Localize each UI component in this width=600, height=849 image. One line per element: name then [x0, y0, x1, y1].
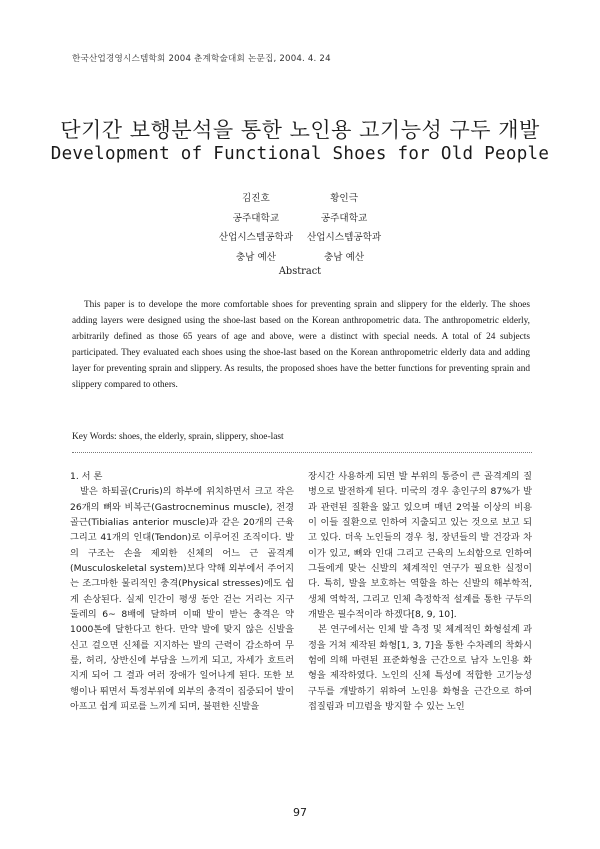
right-column — [308, 469, 532, 715]
author-name: 김진호 — [242, 193, 270, 204]
section-title: 1. 서 론 — [70, 471, 103, 482]
section-divider — [72, 452, 532, 453]
page-number: 97 — [293, 806, 307, 819]
author-affiliation: 공주대학교 — [320, 212, 368, 224]
body-paragraph: 발은 하퇴골(Cruris)의 하부에 위치하면서 크고 작은 26개의 뼈와 비복근(Gastrocneminus muscle), 전경골근(Tibialias anterior muscle)과 같은 20개의 근육 그리고 41개의 인대(Tendon)로 이루어진 조직이다. 발의 구조는 손을 제외한 신체의 어느 근 골격계(Musculoskeletal system)보다 약해 외부에서 주어지는 조그마한 물리적인 충격(Physical stresses)에도 쉽게 손상된다. 실제 인간이 평생 동안 걷는 거리는 지구 둘레의 6~ 8배에 달하며 이때 발이 받는 충격은 약 1000톤에 달한다고 한다. 만약 발에 맞지 않은 신발을 신고 걸으면 신체를 지지하는 발의 근력이 감소하여 무릎, 허리, 상반신에 부담을 느끼게 되고, 자세가 흐트러지게 되어 그 결과 여러 장애가 일어나게 된다. 또한 보행이나 뛰면서 특정부위에 외부의 충격이 집중되어 발이 아프고 쉽게 피로를 느끼게 되며, 불편한 신발을 — [70, 486, 294, 713]
body-paragraph: 본 연구에서는 인체 발 측정 및 체계적인 화형설계 과정을 거쳐 제작된 화형[1, 3, 7]을 통한 수차례의 착화시험에 의해 마련된 표준화형을 근간으로 남자 노인용 화형을 제작하였다. 노인의 신체 특성에 적합한 고기능성 구두를 개발하기 위하여 노인용 화형을 근간으로 하여 접질림과 미끄럼을 방지할 수 있는 노인 — [308, 624, 532, 713]
author-2 — [307, 189, 381, 267]
author-name: 황인극 — [330, 193, 358, 204]
author-department: 산업시스템공학과 — [307, 232, 382, 243]
body-paragraph: 장시간 사용하게 되면 발 부위의 통증이 큰 골격계의 질병으로 발전하게 된다. 미국의 경우 총인구의 87%가 발과 관련된 질환을 앓고 있으며 매년 2억불 이상의 비용이 이들 질환으로 인하여 지출되고 있는 것으로 보고 되고 있다. 더욱 노인들의 경우 청, 장년들의 발 건강과 차이가 있고, 뼈와 인대 그리고 근육의 노쇠함으로 인하여 그들에게 맞는 신발의 체계적인 연구가 필요한 실정이다. 특히, 발을 보호하는 역할을 하는 신발의 해부학적, 생체 역학적, 그리고 인체 측정학적 설계를 통한 구두의 개발은 필수적이라 하겠다[8, 9, 10]. — [308, 471, 532, 621]
abstract-text: This paper is to develope the more comfortable shoes for preventing sprain and slippery for the elderly. The shoes adding layers were designed using the shoe-last based on the Korean anthropometric data. The anthropometric elderly, arbitrarily defined as those 65 years of age and above, were a distinct with special needs. A total of 24 subjects participated. They evaluated each shoes using the shoe-last based on the Korean anthropometric elderly data and adding layer for preventing sprain and slippery. As results, the proposed shoes have the better functions for preventing sprain and slippery compared to others. — [72, 300, 530, 391]
keywords: Key Words: shoes, the elderly, sprain, slippery, shoe-last — [72, 432, 284, 442]
author-1 — [219, 189, 293, 267]
author-department: 산업시스템공학과 — [218, 232, 293, 243]
author-location: 충남 예산 — [324, 251, 365, 263]
author-location: 충남 예산 — [235, 251, 276, 263]
title-korean: 단기간 보행분석을 통한 노인용 고기능성 구두 개발 — [60, 118, 540, 142]
abstract-heading: Abstract — [278, 266, 322, 277]
running-header: 한국산업경영시스템학회 2004 춘계학술대회 논문집, 2004. 4. 24 — [72, 54, 331, 64]
left-column — [70, 469, 294, 715]
author-block — [0, 189, 600, 267]
title-english: Development of Functional Shoes for Old People — [50, 144, 550, 164]
author-affiliation: 공주대학교 — [232, 212, 280, 224]
